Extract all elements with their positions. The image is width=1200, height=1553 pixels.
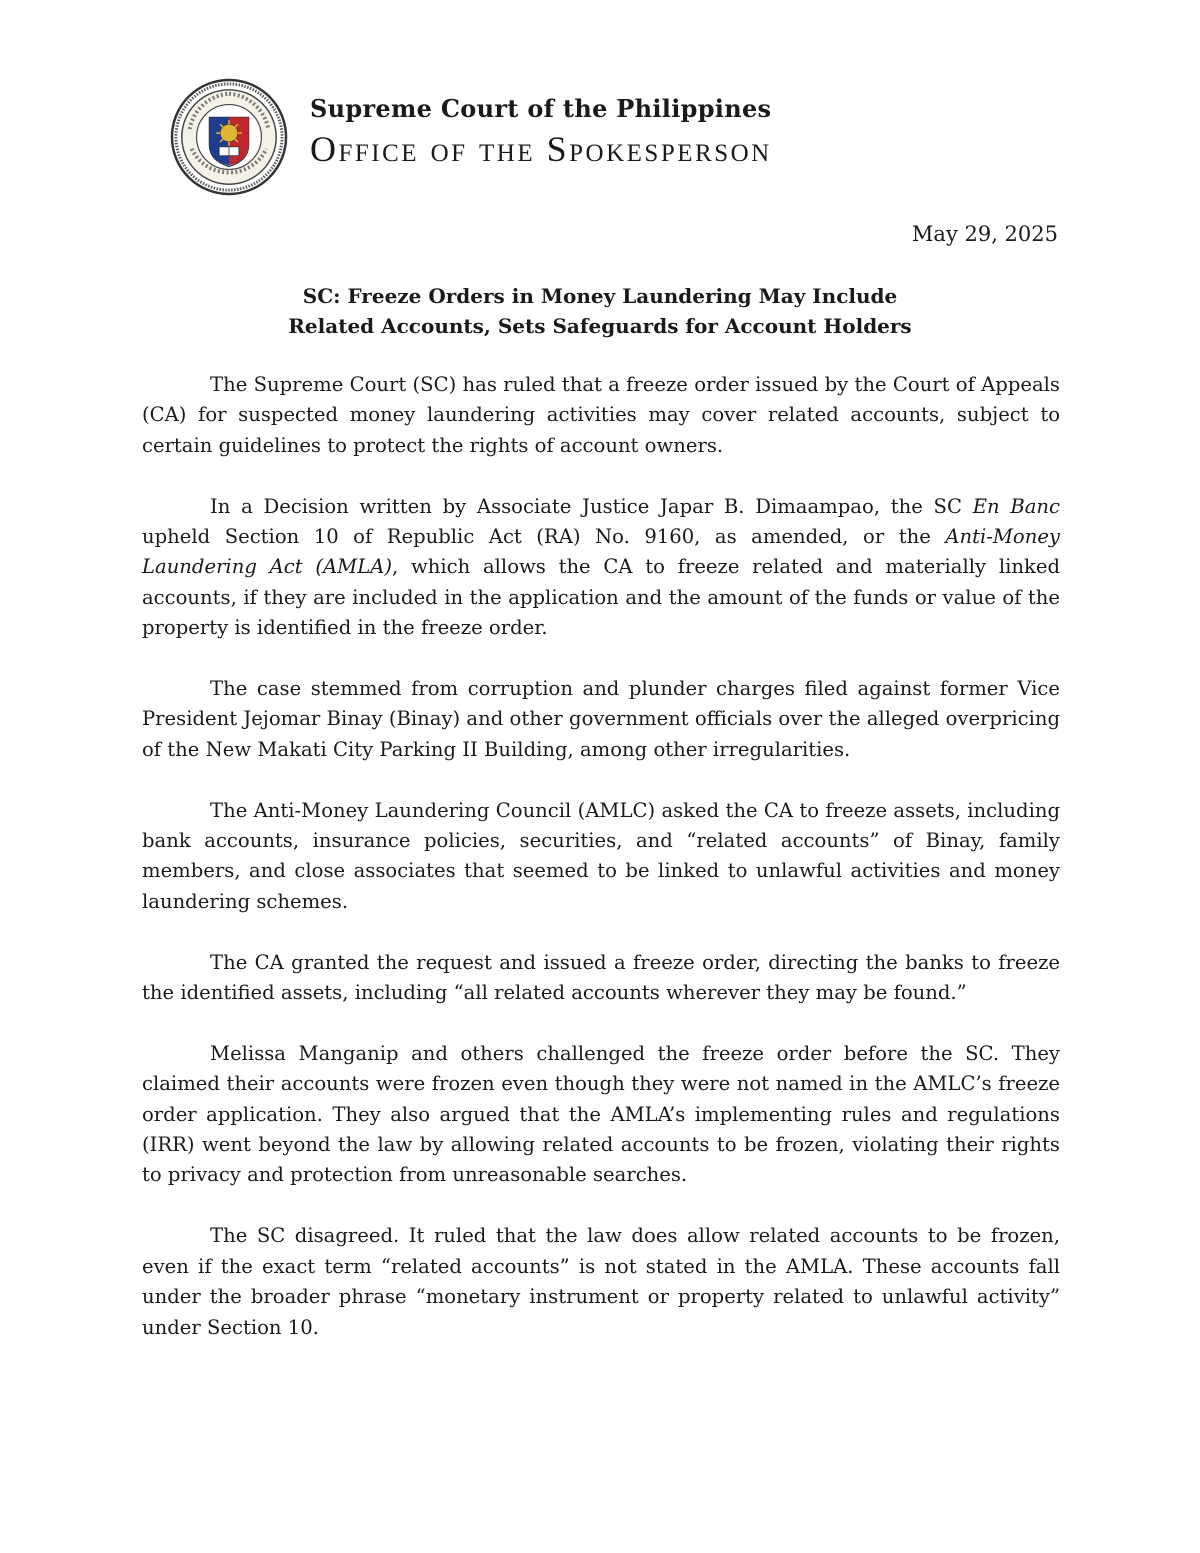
press-release-body bbox=[142, 370, 1060, 1373]
paragraph-7: The SC disagreed. It ruled that the law does allow related accounts to be frozen, even if the exact term “related accounts” is not stated in the AMLA. These accounts fall under the broader phrase “monetary instrument or property related to unlawful activity” under Section 10. bbox=[142, 1224, 1060, 1339]
office-name: Office of the Spokesperson bbox=[310, 129, 772, 169]
supreme-court-seal-icon bbox=[170, 78, 288, 196]
paragraph-2-text-a: In a Decision written by Associate Justice Japar B. Dimaampao, the SC bbox=[210, 494, 973, 518]
paragraph-2-text-c: upheld Section 10 of Republic Act (RA) No. 9160, as amended, or the bbox=[142, 525, 946, 549]
paragraph-4: The Anti-Money Laundering Council (AMLC) asked the CA to freeze assets, including bank accounts, insurance policies, securities, and “related accounts” of Binay, family members, and close associates that seemed to be linked to unlawful activities and money laundering schemes. bbox=[142, 798, 1060, 913]
paragraph-2-text-e: , which allows the CA to freeze related and materially linked accounts, if they are included in the application and the amount of the funds or value of the property is identified in the freeze order. bbox=[142, 555, 1060, 640]
paragraph-2 bbox=[142, 492, 1060, 644]
title-line-2: Related Accounts, Sets Safeguards for Account Holders bbox=[288, 314, 912, 338]
release-date: May 29, 2025 bbox=[911, 222, 1058, 246]
en-banc-term: En Banc bbox=[972, 494, 1061, 518]
amla-title: Anti-Money Laundering Act (AMLA) bbox=[142, 525, 1060, 579]
press-release-title bbox=[140, 281, 1060, 341]
letterhead bbox=[170, 78, 930, 198]
paragraph-6: Melissa Manganip and others challenged the freeze order before the SC. They claimed their accounts were frozen even though they were not named in the AMLC’s freeze order application. They also argued that the AMLA’s implementing rules and regulations (IRR) went beyond the law by allowing related accounts to be frozen, violating their rights to privacy and protection from unreasonable searches. bbox=[142, 1041, 1060, 1187]
paragraph-3: The case stemmed from corruption and plunder charges filed against former Vice President Jejomar Binay (Binay) and other government officials over the alleged overpricing of the New Makati City Parking II Building, among other irregularities. bbox=[142, 677, 1060, 761]
title-line-1: SC: Freeze Orders in Money Laundering May Include bbox=[302, 284, 898, 308]
court-name: Supreme Court of the Philippines bbox=[310, 94, 772, 123]
paragraph-1: The Supreme Court (SC) has ruled that a freeze order issued by the Court of Appeals (CA) for suspected money laundering activities may cover related accounts, subject to certain guidelines to protect the rights of account owners. bbox=[142, 373, 1060, 457]
paragraph-5: The CA granted the request and issued a freeze order, directing the banks to freeze the identified assets, including “all related accounts wherever they may be found.” bbox=[142, 950, 1060, 1005]
